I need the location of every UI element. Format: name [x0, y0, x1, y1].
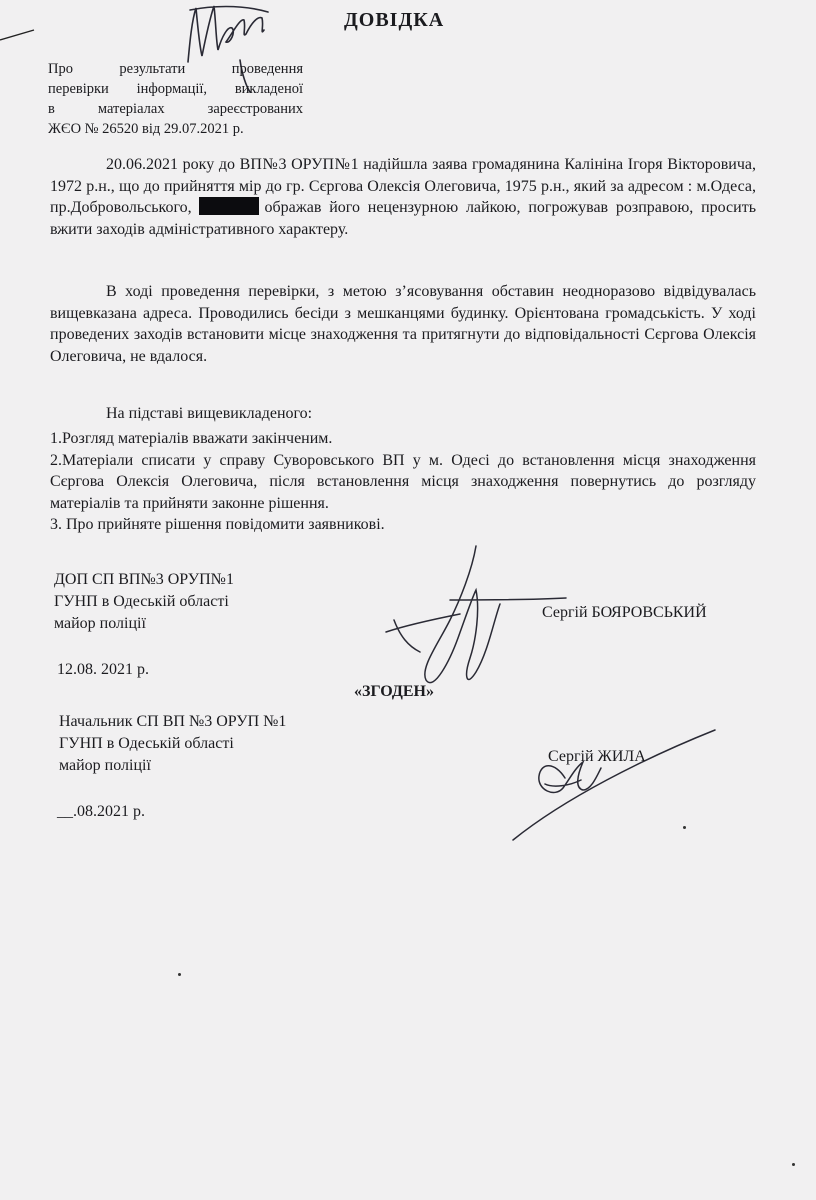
signer1-date: 12.08. 2021 р. — [57, 661, 149, 678]
position-line: Начальник СП ВП №3 ОРУП №1 — [59, 713, 287, 730]
position-line: ГУНП в Одеській області — [54, 593, 229, 610]
signer2-signature — [505, 728, 720, 848]
subject-line: ЖЄО № 26520 від 29.07.2021 р. — [48, 121, 244, 137]
position-line: майор поліції — [59, 757, 151, 774]
signer1-position — [54, 569, 234, 635]
margin-mark — [0, 26, 40, 46]
signer2-name: Сергій ЖИЛА — [548, 748, 646, 765]
approval-stamp-text: «ЗГОДЕН» — [354, 683, 434, 700]
position-line: ДОП СП ВП№3 ОРУП№1 — [54, 571, 234, 588]
complaint-text: 20.06.2021 року до ВП№3 ОРУП№1 надійшла заява громадянина Калініна Ігоря Вікторовича, 1972 р.н., що до прийняття мір до гр. Сєргова Олексія Олеговича, 1975 р.н., який за адресом : м.Одеса, пр.Добровольського, — [50, 156, 756, 216]
subject-line: Про результати проведення — [48, 61, 303, 77]
subject-line: перевірки інформації, викладеної — [48, 81, 303, 97]
signer2-date: __.08.2021 р. — [57, 803, 145, 820]
paragraph-complaint — [50, 154, 756, 240]
subject-line: в матеріалах зареєстрованих — [48, 101, 303, 117]
signer1-name: Сергій БОЯРОВСЬКИЙ — [542, 604, 707, 621]
decision-item: 1.Розгляд матеріалів вважати закінченим. — [50, 430, 333, 447]
decision-list — [50, 428, 756, 536]
complaint-text-continued: ображав його нецензурною лайкою, погрожував розправою, просить вжити заходів адміністративного характеру. — [50, 199, 757, 238]
paper-speck — [792, 1163, 795, 1166]
signer2-position — [59, 711, 286, 777]
document-subject — [48, 59, 303, 139]
decision-item: 3. Про прийняте рішення повідомити заявникові. — [50, 516, 385, 533]
paper-speck — [683, 826, 686, 829]
document-title: ДОВІДКА — [344, 9, 445, 31]
paper-speck — [178, 973, 181, 976]
decision-item: 2.Матеріали списати у справу Суворовського ВП у м. Одесі до встановлення місця знаходження Сєргова Олексія Олеговича, після встановлення місця знаходження повернутись до розгляду матеріалів та прийняти законне рішення. — [50, 451, 756, 512]
redaction-box — [199, 197, 259, 215]
paragraph-basis: На підставі вищевикладеного: — [106, 405, 313, 422]
position-line: майор поліції — [54, 615, 146, 632]
position-line: ГУНП в Одеській області — [59, 735, 234, 752]
paragraph-investigation: В ході проведення перевірки, з метою з’ясовування обставин неодноразово відвідувалась вищевказана адреса. Проводились бесіди з мешканцями будинку. Орієнтована громадськість. У ході проведених заходів встановити місце знаходження та притягнути до відповідальності Сєргова Олексія Олеговича, не вдалося. — [50, 283, 756, 365]
